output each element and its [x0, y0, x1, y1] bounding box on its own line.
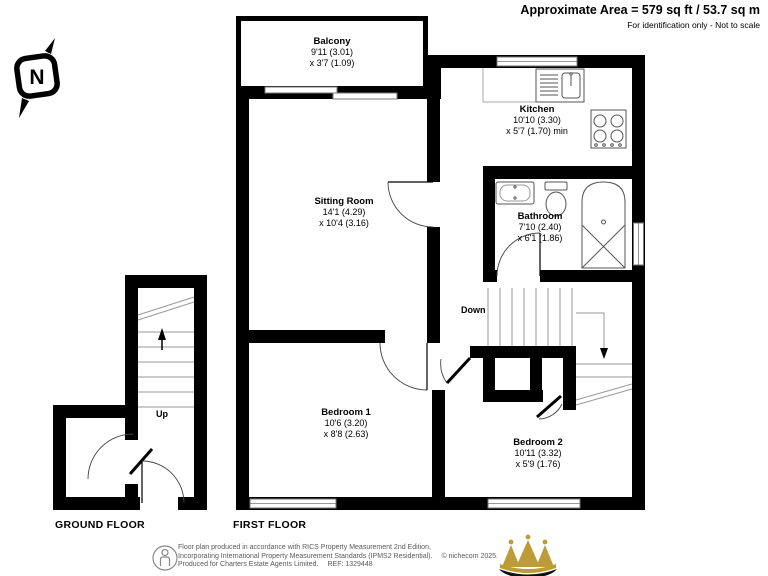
room-label-kitchen: [506, 104, 568, 137]
footer-line-2: [178, 553, 498, 562]
hob-icon: [591, 110, 626, 148]
approximate-area-label: Approximate Area = 579 sq ft / 53.7 sq m: [520, 3, 760, 17]
person-icon: [153, 546, 177, 570]
bath-icon: [582, 182, 625, 268]
basin-icon: [496, 182, 534, 204]
room-dimension: 10'10 (3.30): [513, 115, 561, 125]
room-name: Balcony: [313, 36, 351, 47]
room-dimension: x 5'9 (1.76): [515, 459, 561, 469]
footer-copyright: © nichecom 2025.: [441, 552, 498, 560]
room-dimension: x 8'8 (2.63): [323, 429, 369, 439]
room-dimension: 10'6 (3.20): [324, 418, 368, 428]
room-dimension: 14'1 (4.29): [322, 207, 366, 217]
windows: [250, 57, 644, 508]
stairs-down-label: Down: [461, 305, 486, 315]
crown-logo: [499, 535, 557, 576]
room-dimension: x 3'7 (1.09): [309, 58, 355, 68]
stairs-ground-floor: [138, 297, 194, 407]
room-name: Sitting Room: [314, 196, 374, 207]
room-label-bedroom-2: [513, 437, 563, 470]
room-dimension: x 10'4 (3.16): [319, 218, 369, 228]
sink-icon: [536, 69, 584, 102]
room-name: Bathroom: [517, 211, 563, 222]
footer-ref-number: REF: 1329448: [327, 561, 373, 569]
room-label-sitting-room: [314, 196, 373, 229]
up-arrow-icon: [158, 328, 166, 340]
compass-letter: N: [29, 66, 45, 89]
stairs-up-label: Up: [156, 409, 168, 419]
room-dimension: x 6'1 (1.86): [517, 233, 563, 243]
room-name: Bedroom 1: [321, 407, 371, 418]
room-dimension: 10'11 (3.32): [514, 448, 562, 458]
footer-line-3: [178, 561, 498, 570]
footer-disclaimer: [178, 544, 498, 570]
room-dimension: x 5'7 (1.70) min: [506, 126, 568, 136]
room-label-bathroom: [518, 211, 563, 244]
first-floor-label: FIRST FLOOR: [233, 519, 307, 531]
room-label-bedroom-1: [321, 407, 371, 440]
ground-floor-label: GROUND FLOOR: [55, 519, 145, 531]
footer-line-1: Floor plan produced in accordance with RICS Property Measurement 2nd Edition,: [178, 544, 431, 551]
room-name: Kitchen: [519, 104, 555, 115]
footer-standards-text: Incorporating International Property Measurement Standards (IPMS2 Residential).: [178, 552, 433, 560]
room-label-balcony: [310, 36, 355, 69]
compass-north-icon: [16, 38, 59, 118]
room-dimension: 9'11 (3.01): [310, 47, 354, 57]
room-name: Bedroom 2: [513, 437, 563, 448]
down-arrow-icon: [600, 348, 608, 359]
room-dimension: 7'10 (2.40): [518, 222, 562, 232]
footer-produced-for-text: Produced for Charters Estate Agents Limited.: [178, 561, 319, 569]
disclaimer-label: For identification only - Not to scale: [627, 20, 760, 30]
